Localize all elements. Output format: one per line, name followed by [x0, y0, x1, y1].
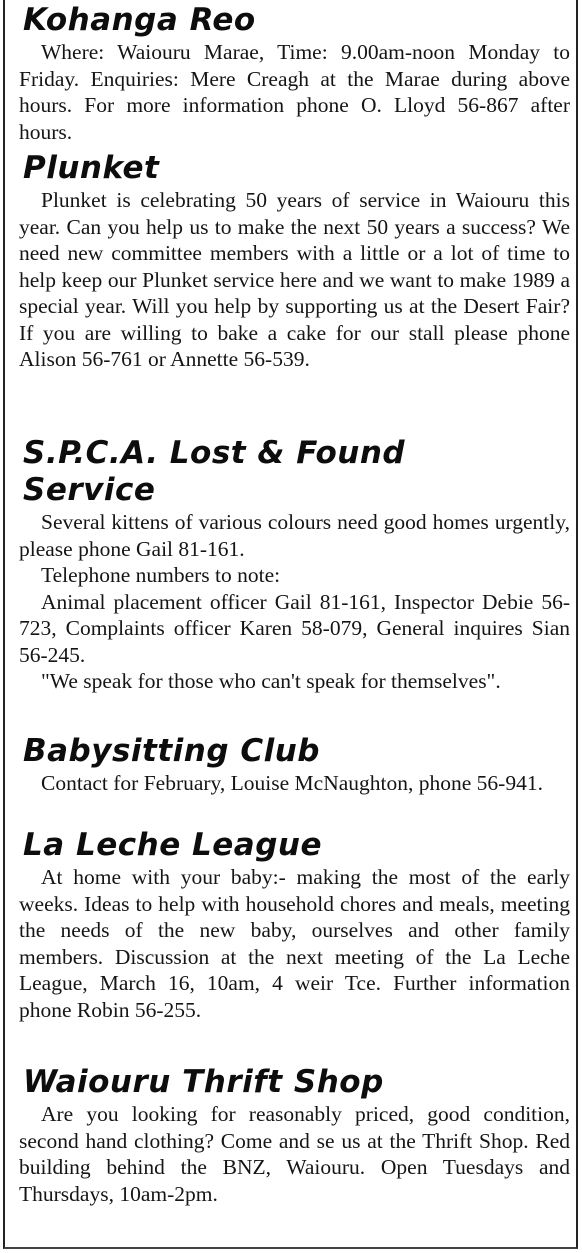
paragraph: Several kittens of various colours need good homes urgently, please phone Gail 81-161.	[19, 510, 570, 561]
heading-babysitting-club: Babysitting Club	[23, 733, 320, 769]
paragraph: Plunket is celebrating 50 years of service in Waiouru this year. Can you help us to make the next 50 years a success? We need new committee members with a little or a lot of time to help keep our Plunket service here and we want to make 1989 a special year. Will you help by supporting us at the Desert Fair? If you are willing to bake a cake for our stall please phone Alison 56-761 or Annette 56-539.	[19, 188, 570, 371]
section-kohanga-reo	[19, 2, 570, 145]
heading-la-leche-league: La Leche League	[23, 827, 322, 863]
newsletter-column	[3, 0, 578, 1249]
paragraph: At home with your baby:- making the most of the early weeks. Ideas to help with household chores and meals, meeting the needs of the new baby, ourselves and other family members. Discussion at the next meeting of the La Leche League, March 16, 10am, 4 weir Tce. Further information phone Robin 56-255.	[19, 865, 570, 1022]
heading-kohanga-reo: Kohanga Reo	[23, 2, 256, 38]
paragraph: Where: Waiouru Marae, Time: 9.00am-noon Monday to Friday. Enquiries: Mere Creagh at the Marae during above hours. For more information phone O. Lloyd 56-867 after hours.	[19, 40, 570, 144]
section-plunket	[19, 150, 570, 373]
section-waiouru-thrift-shop	[19, 1064, 570, 1207]
heading-spca: S.P.C.A. Lost & Found Service	[23, 435, 406, 508]
heading-waiouru-thrift-shop: Waiouru Thrift Shop	[23, 1064, 384, 1100]
section-spca	[19, 435, 570, 695]
heading-plunket: Plunket	[23, 150, 160, 186]
paragraph: Animal placement officer Gail 81-161, Inspector Debie 56-723, Complaints officer Karen 58-079, General inquires Sian 56-245.	[19, 589, 570, 667]
paragraph: Contact for February, Louise McNaughton, phone 56-941.	[41, 771, 543, 795]
paragraph: Are you looking for reasonably priced, good condition, second hand clothing? Come and se us at the Thrift Shop. Red building behind the BNZ, Waiouru. Open Tuesdays and Thursdays, 10am-2pm.	[19, 1102, 570, 1206]
section-la-leche-league	[19, 827, 570, 1023]
paragraph: Telephone numbers to note:	[41, 563, 281, 587]
paragraph: "We speak for those who can't speak for themselves".	[41, 669, 501, 693]
section-babysitting-club	[19, 733, 570, 797]
